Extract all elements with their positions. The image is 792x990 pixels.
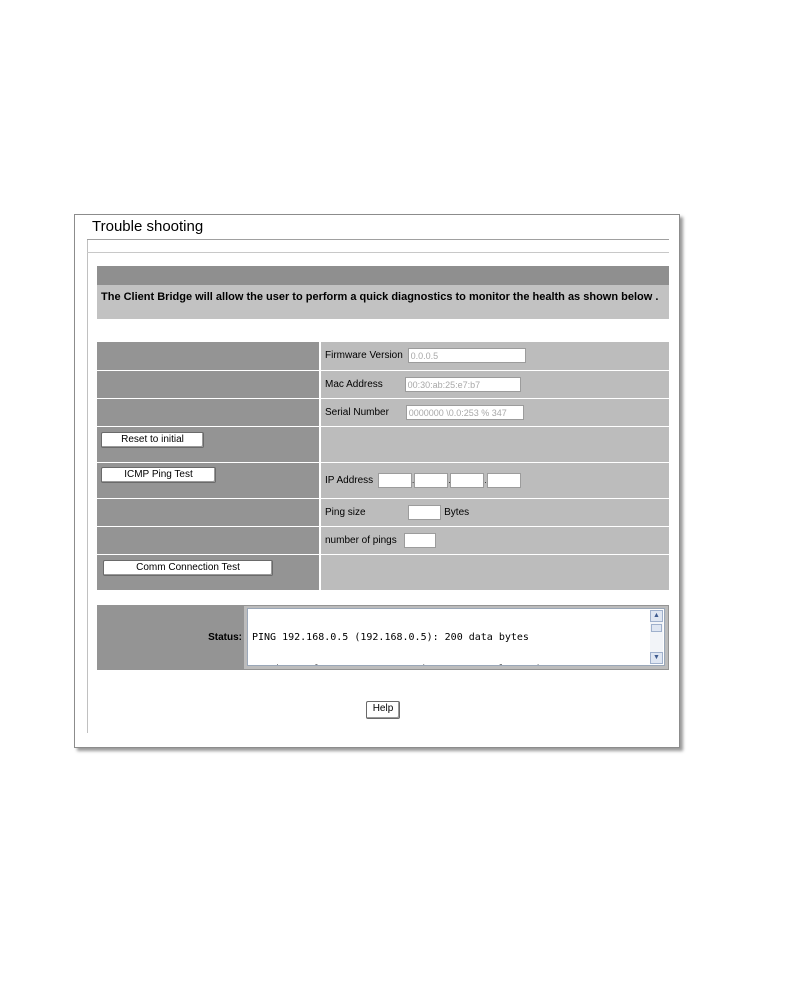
status-label: Status: bbox=[208, 632, 242, 643]
serial-field: 0000000 \0.0:253 % 347 bbox=[406, 405, 524, 420]
ip-octet-4-input[interactable] bbox=[487, 473, 521, 488]
intro-header-bar bbox=[97, 266, 669, 285]
ping-count-input[interactable] bbox=[404, 533, 436, 548]
ip-octet-1-input[interactable] bbox=[378, 473, 412, 488]
ping-count-label: number of pings bbox=[325, 534, 397, 546]
mac-field: 00:30:ab:25:e7:b7 bbox=[405, 377, 521, 392]
table-row-reset bbox=[97, 426, 669, 462]
intro-text: The Client Bridge will allow the user to perform a quick diagnostics to monitor the health as shown below . bbox=[97, 285, 669, 319]
table-row-mac bbox=[97, 370, 669, 398]
table-row-ping: ICMP Ping Test IP Address . . . bbox=[97, 462, 669, 498]
serial-label: Serial Number bbox=[325, 406, 389, 418]
reset-button[interactable]: Reset to initial bbox=[101, 432, 204, 448]
page-title: Trouble shooting bbox=[92, 218, 204, 235]
table-row-ping-count bbox=[97, 526, 669, 554]
table-row-firmware bbox=[97, 342, 669, 370]
ip-octet-3-input[interactable] bbox=[450, 473, 484, 488]
scroll-down-icon[interactable]: ▼ bbox=[650, 652, 663, 664]
troubleshooting-panel bbox=[74, 214, 680, 748]
table-row-serial bbox=[97, 398, 669, 426]
comm-connection-test-button[interactable]: Comm Connection Test bbox=[103, 560, 273, 576]
scroll-thumb[interactable] bbox=[651, 624, 662, 632]
title-divider bbox=[87, 252, 669, 253]
status-scrollbar[interactable] bbox=[650, 610, 663, 664]
title-bar bbox=[87, 215, 669, 240]
panel-left-rule bbox=[87, 215, 88, 733]
icmp-ping-button[interactable]: ICMP Ping Test bbox=[101, 467, 216, 483]
table-row-comm bbox=[97, 554, 669, 590]
table-row-ping-size bbox=[97, 498, 669, 526]
status-line bbox=[252, 665, 595, 666]
ip-address-label: IP Address bbox=[325, 474, 374, 486]
status-line: PING 192.168.0.5 (192.168.0.5): 200 data bytes bbox=[252, 631, 529, 643]
firmware-field: 0.0.0.5 bbox=[408, 348, 526, 363]
status-output[interactable] bbox=[247, 608, 665, 666]
ping-size-input[interactable] bbox=[408, 505, 441, 520]
scroll-up-icon[interactable]: ▲ bbox=[650, 610, 663, 622]
mac-label: Mac Address bbox=[325, 378, 383, 390]
status-section bbox=[97, 605, 669, 670]
firmware-label: Firmware Version bbox=[325, 350, 403, 362]
ping-size-unit: Bytes bbox=[444, 506, 470, 518]
ip-octet-2-input[interactable] bbox=[414, 473, 448, 488]
diagnostics-table bbox=[97, 342, 669, 591]
status-lines bbox=[252, 611, 595, 666]
ping-size-label: Ping size bbox=[325, 506, 366, 518]
help-button[interactable]: Help bbox=[366, 701, 400, 719]
